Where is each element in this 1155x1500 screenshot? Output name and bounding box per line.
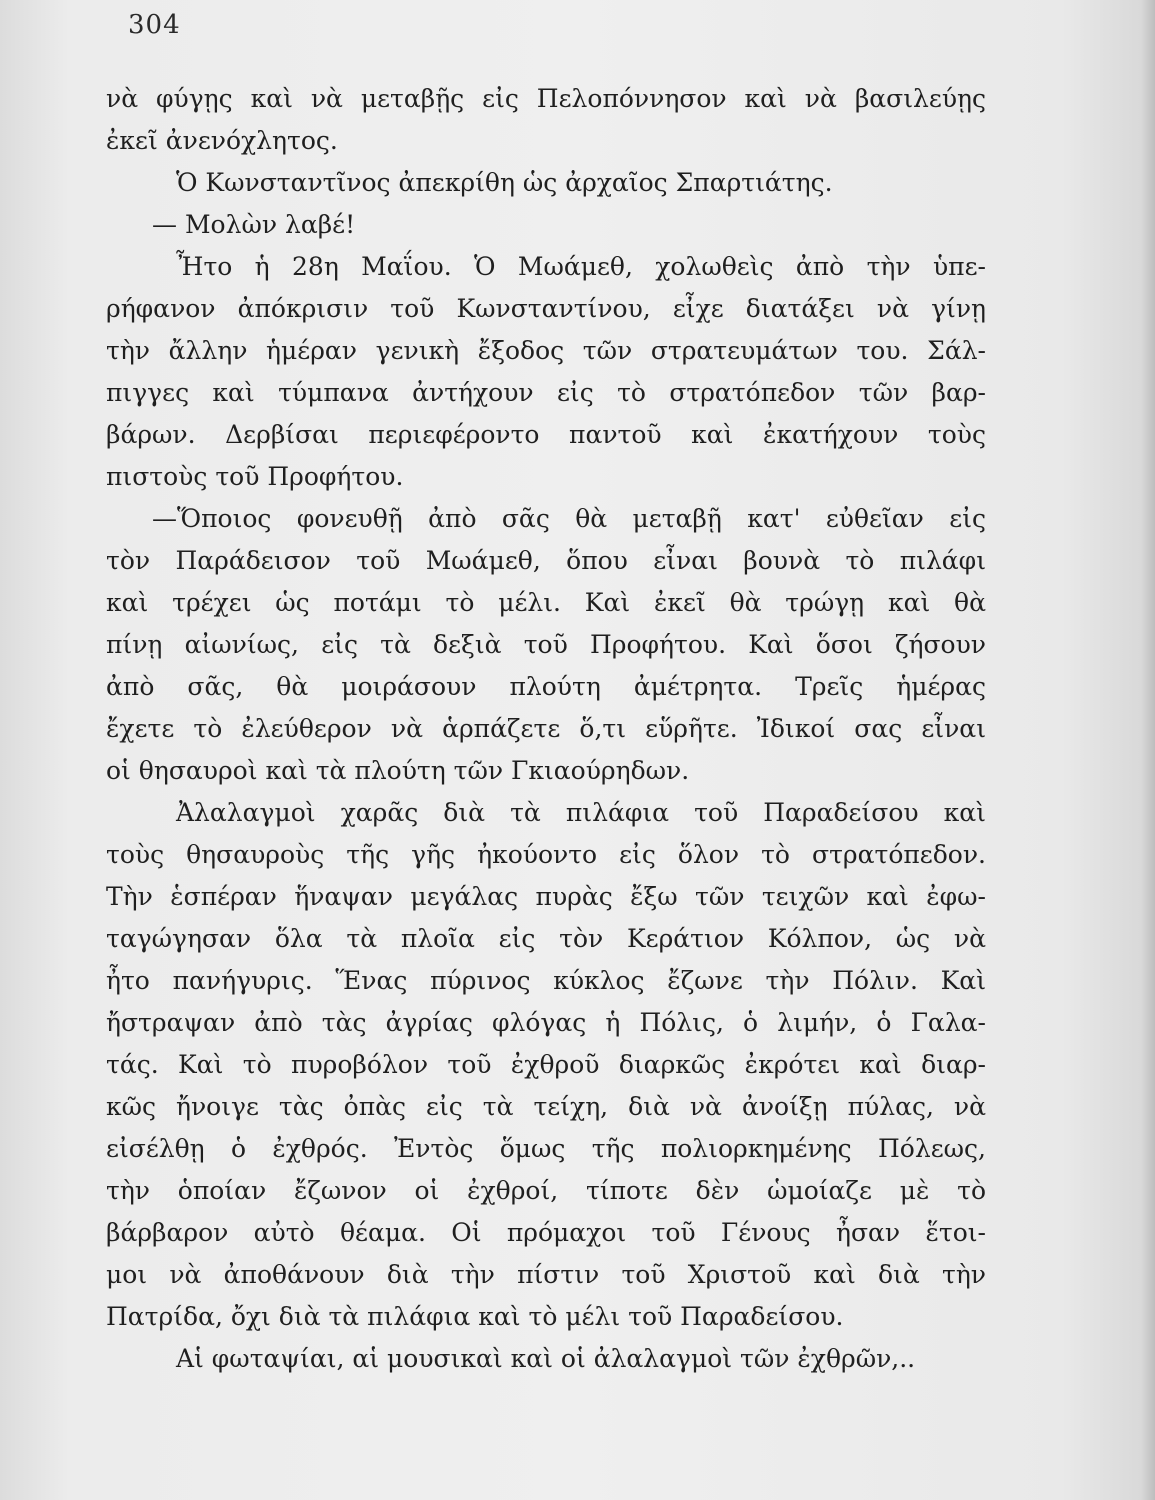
text-line: —Ὅποιος φονευθῇ ἀπὸ σᾶς θὰ μεταβῇ κατ' εὐθεῖαν εἰς [152,504,986,533]
text-line: ἐκεῖ ἀνενόχλητος. [106,126,338,155]
text-line: Πατρίδα, ὄχι διὰ τὰ πιλάφια καὶ τὸ μέλι τοῦ Παραδείσου. [106,1302,844,1331]
text-line: Ἀλαλαγμοὶ χαρᾶς διὰ τὰ πιλάφια τοῦ Παραδείσου καὶ [176,798,986,827]
text-line: μοι νὰ ἀποθάνουν διὰ τὴν πίστιν τοῦ Χριστοῦ καὶ διὰ τὴν [106,1260,986,1289]
body-text [106,78,986,1380]
text-line: πιγγες καὶ τύμπανα ἀντήχουν εἰς τὸ στρατόπεδον τῶν βαρ- [106,378,986,407]
text-line: βάρβαρον αὐτὸ θέαμα. Οἱ πρόμαχοι τοῦ Γένους ἦσαν ἕτοι- [106,1218,986,1247]
text-line: οἱ θησαυροὶ καὶ τὰ πλούτη τῶν Γκιαούρηδων. [106,756,690,785]
text-line: πιστοὺς τοῦ Προφήτου. [106,462,404,491]
text-line: ἤστραψαν ἀπὸ τὰς ἀγρίας φλόγας ἡ Πόλις, ὁ λιμήν, ὁ Γαλα- [106,1008,986,1037]
text-line: τὴν ἄλλην ἡμέραν γενικὴ ἔξοδος τῶν στρατευμάτων του. Σάλ- [106,336,986,365]
text-line: — Μολὼν λαβέ! [152,210,356,239]
text-line: καὶ τρέχει ὡς ποτάμι τὸ μέλι. Καὶ ἐκεῖ θὰ τρώγῃ καὶ θὰ [106,588,986,617]
text-line: πίνῃ αἰωνίως, εἰς τὰ δεξιὰ τοῦ Προφήτου. Καὶ ὅσοι ζήσουν [106,630,986,659]
text-line: τὴν ὁποίαν ἔζωνον οἱ ἐχθροί, τίποτε δὲν ὡμοίαζε μὲ τὸ [106,1176,986,1205]
text-line: τὸν Παράδεισον τοῦ Μωάμεθ, ὅπου εἶναι βουνὰ τὸ πιλάφι [106,546,986,575]
text-line: Τὴν ἑσπέραν ἥναψαν μεγάλας πυρὰς ἔξω τῶν τειχῶν καὶ ἐφω- [106,882,986,911]
text-line: τοὺς θησαυροὺς τῆς γῆς ἠκούοντο εἰς ὅλον τὸ στρατόπεδον. [106,840,986,869]
page-edge-shadow [1141,0,1155,1500]
text-line: τάς. Καὶ τὸ πυροβόλον τοῦ ἐχθροῦ διαρκῶς ἐκρότει καὶ διαρ- [106,1050,986,1079]
text-line: ἔχετε τὸ ἐλεύθερον νὰ ἁρπάζετε ὅ,τι εὕρῆτε. Ἰδικοί σας εἶναι [106,714,986,743]
text-line: ταγώγησαν ὅλα τὰ πλοῖα εἰς τὸν Κεράτιον Κόλπον, ὡς νὰ [106,924,986,953]
page-number: 304 [128,10,181,40]
text-line: ἀπὸ σᾶς, θὰ μοιράσουν πλούτη ἀμέτρητα. Τρεῖς ἡμέρας [106,672,986,701]
text-line: ρήφανον ἀπόκρισιν τοῦ Κωνσταντίνου, εἶχε διατάξει νὰ γίνῃ [106,294,986,323]
text-line: Ἦτο ἡ 28η Μαΐου. Ὁ Μωάμεθ, χολωθεὶς ἀπὸ τὴν ὑπε- [176,252,986,281]
text-line: βάρων. Δερβίσαι περιεφέροντο παντοῦ καὶ ἐκατήχουν τοὺς [106,420,986,449]
text-line: νὰ φύγῃς καὶ νὰ μεταβῇς εἰς Πελοπόννησον καὶ νὰ βασιλεύῃς [106,84,986,113]
text-line: Ὁ Κωνσταντῖνος ἀπεκρίθη ὡς ἀρχαῖος Σπαρτιάτης. [176,168,833,197]
text-line: ἦτο πανήγυρις. Ἕνας πύρινος κύκλος ἔζωνε τὴν Πόλιν. Καὶ [106,966,986,995]
text-line: κῶς ἤνοιγε τὰς ὀπὰς εἰς τὰ τείχη, διὰ νὰ ἀνοίξῃ πύλας, νὰ [106,1092,986,1121]
text-line: εἰσέλθῃ ὁ ἐχθρός. Ἐντὸς ὅμως τῆς πολιορκημένης Πόλεως, [106,1134,986,1163]
text-line: Αἱ φωταψίαι, αἱ μουσικαὶ καὶ οἱ ἀλαλαγμοὶ τῶν ἐχθρῶν,.. [176,1344,916,1373]
